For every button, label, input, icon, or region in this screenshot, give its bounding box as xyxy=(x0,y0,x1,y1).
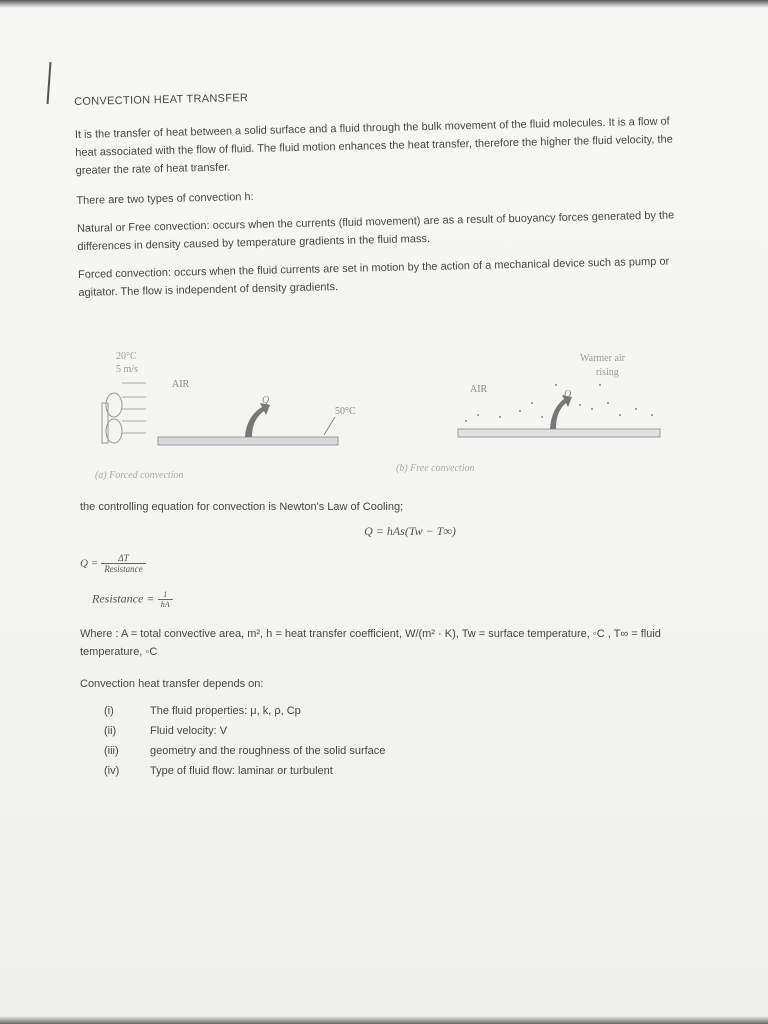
margin-pen-mark xyxy=(47,62,52,104)
forced-convection-paragraph: Forced convection: occurs when the fluid currents are set in motion by the action of a mechanical device such as pump or agitator. The flow is independent of density gradients. xyxy=(77,255,670,299)
page-bottom-edge xyxy=(0,1016,768,1024)
free-q-label: Q xyxy=(564,389,572,400)
resistance-lhs: Resistance = xyxy=(92,591,155,606)
resistance-denominator: hA xyxy=(160,600,170,609)
inlet-temp-label: 20°C xyxy=(116,351,137,362)
free-heat-arrow xyxy=(550,395,572,429)
inlet-speed-label: 5 m/s xyxy=(116,364,138,375)
list-item: (iii) geometry and the roughness of the solid surface xyxy=(104,745,386,757)
convection-figure xyxy=(80,345,680,490)
free-caption: (b) Free convection xyxy=(396,463,475,474)
page-title: CONVECTION HEAT TRANSFER xyxy=(74,92,249,108)
text-body xyxy=(74,82,689,312)
warmer-air-label: Warmer air xyxy=(580,353,625,364)
free-plate xyxy=(458,429,660,437)
resistance-fraction xyxy=(158,590,173,609)
forced-convection-diagram xyxy=(95,351,356,481)
q-numerator: ΔT xyxy=(101,553,146,564)
rising-label: rising xyxy=(596,367,619,378)
surface-temp-label: 50°C xyxy=(335,406,356,417)
q-lhs: Q = xyxy=(80,557,99,570)
heated-plate xyxy=(158,437,338,445)
depends-list xyxy=(80,701,700,781)
list-item: (i) The fluid properties: μ, k, ρ, Cp xyxy=(104,705,301,717)
forced-caption: (a) Forced convection xyxy=(95,470,184,481)
controlling-equation-text: the controlling equation for convection is Newton's Law of Cooling; xyxy=(80,501,404,513)
flow-arrows xyxy=(122,383,146,433)
fan-icon xyxy=(102,393,122,443)
types-heading: There are two types of convection h: xyxy=(76,190,254,207)
natural-convection-paragraph: Natural or Free convection: occurs when the currents (fluid movement) are as a result of buoyancy forces generated by the differences in density caused by temperature gradients in the fluid mass. xyxy=(76,209,675,253)
forced-q-label: Q xyxy=(262,395,270,406)
where-definitions: Where : A = total convective area, m², h = heat transfer coefficient, W/(m² · K), Tw = surface temperature, ◦C , T∞ = fluid temperature, ◦C xyxy=(80,628,661,658)
resistance-numerator: 1 xyxy=(158,590,173,600)
q-fraction xyxy=(101,553,146,574)
heat-flow-arrow xyxy=(245,403,270,437)
q-denominator: Resistance xyxy=(104,564,143,574)
rising-particles xyxy=(465,384,653,422)
free-convection-diagram xyxy=(396,353,660,474)
resistance-equation xyxy=(92,590,700,609)
q-resistance-equation xyxy=(80,553,700,574)
list-item: (ii) Fluid velocity: V xyxy=(104,725,228,737)
equations-section xyxy=(80,498,700,781)
convection-diagram xyxy=(80,345,680,490)
newton-law: Q = hAs(Tw − T∞) xyxy=(364,524,456,538)
forced-air-label: AIR xyxy=(172,379,190,390)
list-item: (iv) Type of fluid flow: laminar or turbulent xyxy=(104,765,333,777)
free-air-label: AIR xyxy=(470,384,488,395)
depends-heading: Convection heat transfer depends on: xyxy=(80,678,264,690)
intro-paragraph: It is the transfer of heat between a solid surface and a fluid through the bulk movement of the fluid molecules. It is a flow of heat associated with the flow of fluid. The fluid motion enhances the heat transfer, therefore the higher the fluid velocity, the greater the rate of heat transfer. xyxy=(74,115,673,177)
newton-equation xyxy=(80,524,700,539)
page-top-edge xyxy=(0,0,768,8)
